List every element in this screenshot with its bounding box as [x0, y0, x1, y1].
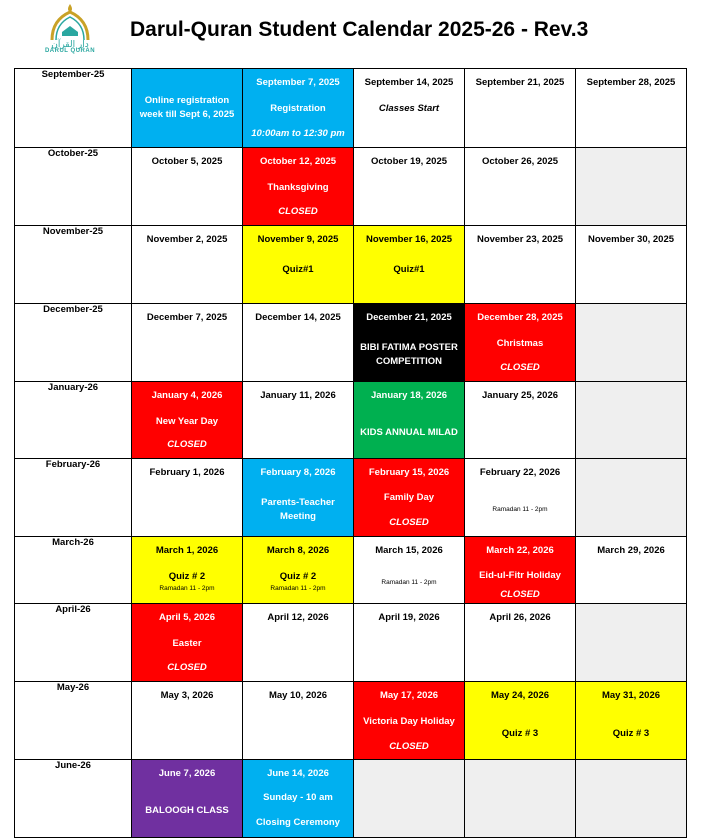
- cell-event: Quiz # 3: [612, 728, 650, 739]
- month-label-cell: [15, 682, 132, 760]
- calendar-cell: [132, 148, 243, 226]
- month-label: February-26: [45, 459, 101, 470]
- cell-event: New Year Day: [155, 416, 219, 427]
- cell-date: February 15, 2026: [368, 467, 450, 478]
- calendar-cell: [132, 537, 243, 604]
- cell-date: April 5, 2026: [159, 612, 215, 623]
- cell-date: January 25, 2026: [481, 390, 559, 401]
- cell-date: April 12, 2026: [267, 612, 329, 623]
- svg-text:دار القرآن: دار القرآن: [51, 40, 89, 50]
- cell-date: January 4, 2026: [151, 390, 223, 401]
- cell-event: Registration: [270, 103, 326, 114]
- calendar-cell: [354, 537, 465, 604]
- calendar-cell: [354, 226, 465, 304]
- calendar-cell: [354, 459, 465, 537]
- logo-text: DARUL QURAN: [44, 48, 96, 54]
- month-label: January-26: [47, 382, 99, 393]
- page-header: [0, 0, 713, 66]
- month-label: June-26: [55, 760, 91, 771]
- cell-date: November 9, 2025: [257, 234, 339, 245]
- calendar-cell-empty: [576, 382, 687, 459]
- calendar-row: [15, 382, 687, 459]
- calendar-cell: [243, 69, 354, 148]
- calendar-cell: [243, 682, 354, 760]
- calendar-cell: [354, 382, 465, 459]
- cell-date: September 28, 2025: [586, 77, 676, 88]
- cell-event: Quiz # 2: [168, 571, 206, 582]
- calendar-cell: [243, 459, 354, 537]
- calendar-cell: [465, 304, 576, 382]
- cell-event: Christmas: [496, 338, 544, 349]
- cell-date: June 7, 2026: [158, 768, 216, 779]
- calendar-cell-empty: [576, 304, 687, 382]
- cell-date: September 7, 2025: [256, 77, 340, 88]
- calendar-row: [15, 148, 687, 226]
- cell-event: Classes Start: [378, 103, 440, 114]
- calendar-cell: [576, 226, 687, 304]
- calendar-cell: [132, 69, 243, 148]
- closed-label: CLOSED: [167, 662, 207, 673]
- cell-date: March 8, 2026: [266, 545, 330, 556]
- calendar-cell: [243, 148, 354, 226]
- calendar-table: [14, 68, 687, 838]
- calendar-cell-empty: [576, 459, 687, 537]
- cell-event: Victoria Day Holiday: [363, 716, 455, 727]
- closed-label: CLOSED: [500, 362, 540, 373]
- calendar-cell: [243, 226, 354, 304]
- cell-date: May 10, 2026: [268, 690, 328, 701]
- calendar-cell: [465, 226, 576, 304]
- calendar-cell-empty: [465, 760, 576, 838]
- cell-date: December 28, 2025: [477, 312, 563, 323]
- cell-event: Family Day: [383, 492, 435, 503]
- page-title: Darul-Quran Student Calendar 2025-26 - Rev.3: [130, 18, 589, 41]
- calendar-cell-empty: [576, 148, 687, 226]
- cell-event-2: Closing Ceremony: [256, 817, 340, 828]
- calendar-cell: [132, 682, 243, 760]
- cell-date: October 5, 2025: [151, 156, 223, 167]
- cell-date: September 14, 2025: [364, 77, 454, 88]
- calendar-row: [15, 604, 687, 682]
- month-label: May-26: [56, 682, 90, 693]
- cell-event: KIDS ANNUAL MILAD: [360, 427, 458, 438]
- calendar-cell: [132, 382, 243, 459]
- cell-date: November 23, 2025: [476, 234, 564, 245]
- calendar-cell: [132, 226, 243, 304]
- month-label-cell: [15, 604, 132, 682]
- calendar-cell: [354, 682, 465, 760]
- cell-event: BALOOGH CLASS: [145, 805, 229, 816]
- cell-event: Parents-Teacher Meeting: [261, 497, 335, 522]
- calendar-cell-empty: [576, 760, 687, 838]
- month-label-cell: [15, 537, 132, 604]
- cell-note: Ramadan 11 - 2pm: [492, 506, 548, 513]
- month-label: December-25: [43, 304, 103, 315]
- calendar-cell: [243, 537, 354, 604]
- cell-date: December 7, 2025: [146, 312, 228, 323]
- calendar-cell: [132, 304, 243, 382]
- cell-date: February 1, 2026: [149, 467, 225, 478]
- calendar-row: [15, 69, 687, 148]
- calendar-cell: [465, 69, 576, 148]
- cell-date: April 19, 2026: [378, 612, 440, 623]
- month-label-cell: [15, 148, 132, 226]
- calendar-cell: [354, 148, 465, 226]
- calendar-cell: [465, 537, 576, 604]
- cell-date: November 30, 2025: [587, 234, 675, 245]
- calendar-cell: [576, 682, 687, 760]
- darul-quran-logo: [40, 2, 100, 60]
- cell-date: October 19, 2025: [370, 156, 448, 167]
- cell-event: Online registration week till Sept 6, 2025: [139, 95, 235, 120]
- calendar-cell: [132, 459, 243, 537]
- cell-date: November 16, 2025: [365, 234, 453, 245]
- cell-date: March 15, 2026: [375, 545, 443, 556]
- calendar-cell: [243, 382, 354, 459]
- month-label-cell: [15, 69, 132, 148]
- calendar-cell: [576, 69, 687, 148]
- cell-event: Quiz#1: [393, 264, 425, 275]
- cell-date: February 22, 2026: [479, 467, 561, 478]
- cell-date: December 21, 2025: [366, 312, 452, 323]
- calendar-cell: [354, 604, 465, 682]
- cell-event: Quiz # 3: [501, 728, 539, 739]
- closed-label: CLOSED: [389, 741, 429, 752]
- closed-label: CLOSED: [500, 589, 540, 600]
- month-label-cell: [15, 760, 132, 838]
- calendar-row: [15, 537, 687, 604]
- cell-date: October 26, 2025: [481, 156, 559, 167]
- cell-date: March 29, 2026: [597, 545, 665, 556]
- calendar-cell-empty: [354, 760, 465, 838]
- calendar-row: [15, 459, 687, 537]
- cell-date: September 21, 2025: [475, 77, 565, 88]
- calendar-row: [15, 682, 687, 760]
- month-label-cell: [15, 304, 132, 382]
- closed-label: CLOSED: [389, 517, 429, 528]
- calendar-row: [15, 760, 687, 838]
- calendar-cell: [465, 682, 576, 760]
- cell-date: February 8, 2026: [260, 467, 336, 478]
- month-label-cell: [15, 382, 132, 459]
- cell-date: May 3, 2026: [160, 690, 214, 701]
- cell-note: 10:00am to 12:30 pm: [251, 128, 345, 139]
- cell-event: Quiz#1: [282, 264, 314, 275]
- cell-date: March 22, 2026: [486, 545, 554, 556]
- calendar-cell: [132, 604, 243, 682]
- calendar-cell-empty: [576, 604, 687, 682]
- cell-date: March 1, 2026: [155, 545, 219, 556]
- closed-label: CLOSED: [278, 206, 318, 217]
- cell-event: Quiz # 2: [279, 571, 317, 582]
- cell-date: May 24, 2026: [490, 690, 550, 701]
- cell-event: Eid-ul-Fitr Holiday: [479, 570, 561, 581]
- calendar-cell: [132, 760, 243, 838]
- cell-date: June 14, 2026: [267, 768, 329, 779]
- month-label: November-25: [42, 226, 104, 237]
- cell-date: December 14, 2025: [255, 312, 341, 323]
- cell-date: January 18, 2026: [370, 390, 448, 401]
- calendar-cell: [243, 304, 354, 382]
- month-label: September-25: [41, 69, 105, 80]
- month-label: April-26: [55, 604, 91, 615]
- month-label-cell: [15, 226, 132, 304]
- cell-date: January 11, 2026: [260, 390, 336, 401]
- calendar-cell: [354, 69, 465, 148]
- calendar-cell: [243, 604, 354, 682]
- month-label: October-25: [47, 148, 99, 159]
- calendar-cell: [465, 148, 576, 226]
- calendar-cell: [243, 760, 354, 838]
- calendar-cell: [465, 604, 576, 682]
- month-label: March-26: [52, 537, 94, 548]
- calendar-row: [15, 226, 687, 304]
- cell-date: November 2, 2025: [146, 234, 228, 245]
- calendar-cell: [465, 459, 576, 537]
- mosque-dome-icon: [40, 2, 100, 50]
- calendar-cell: [354, 304, 465, 382]
- cell-note: Ramadan 11 - 2pm: [270, 585, 326, 592]
- cell-date: May 31, 2026: [601, 690, 661, 701]
- month-label-cell: [15, 459, 132, 537]
- calendar-cell: [465, 382, 576, 459]
- cell-date: May 17, 2026: [379, 690, 439, 701]
- cell-note: Ramadan 11 - 2pm: [381, 579, 437, 586]
- closed-label: CLOSED: [167, 439, 207, 450]
- cell-event: Thanksgiving: [267, 182, 329, 193]
- cell-event: Sunday - 10 am: [263, 792, 333, 803]
- cell-date: October 12, 2025: [259, 156, 337, 167]
- calendar-row: [15, 304, 687, 382]
- cell-event: BIBI FATIMA POSTER COMPETITION: [360, 342, 458, 367]
- calendar-cell: [576, 537, 687, 604]
- cell-note: Ramadan 11 - 2pm: [159, 585, 215, 592]
- cell-date: April 26, 2026: [489, 612, 551, 623]
- cell-event: Easter: [172, 638, 202, 649]
